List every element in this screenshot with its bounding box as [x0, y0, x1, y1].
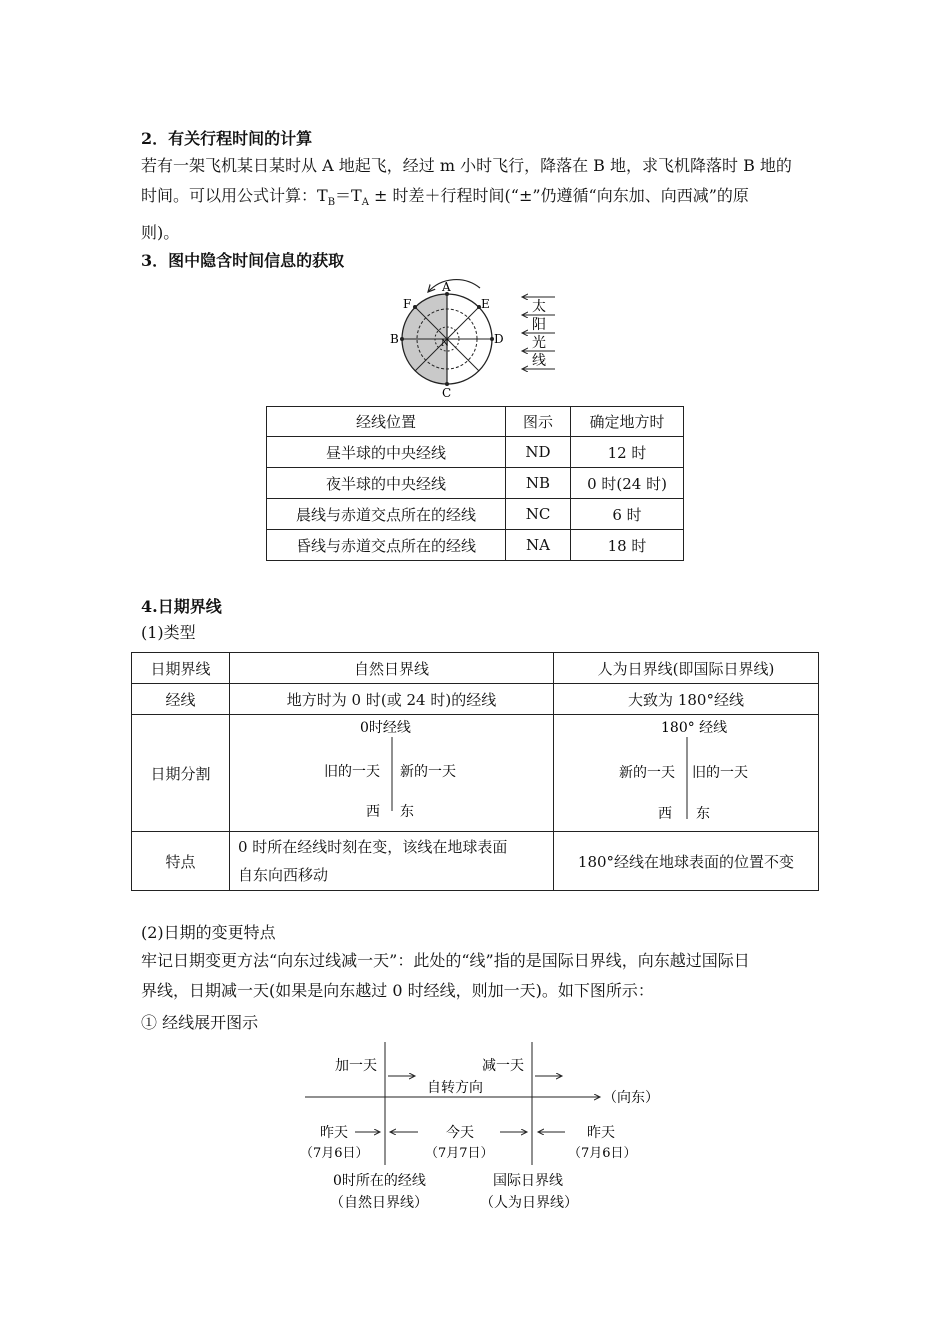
table-header: 日期界线 — [132, 653, 230, 684]
sunlight-char-3: 光 — [532, 335, 546, 351]
table-cell: 180°经线在地球表面的位置不变 — [554, 832, 819, 891]
section-4-sub2: (2)日期的变更特点 — [141, 923, 276, 942]
section-2-heading: 2．有关行程时间的计算 — [141, 129, 313, 148]
meridian-180-label: 180° 经线 — [661, 720, 728, 736]
table-cell — [230, 832, 554, 891]
table-cell: 昏线与赤道交点所在的经线 — [267, 530, 506, 561]
table-header: 经线位置 — [267, 407, 506, 437]
label-A: A — [442, 280, 451, 294]
old-day-label: 旧的一天 — [324, 764, 380, 780]
table-header: 确定地方时 — [571, 407, 684, 437]
zero-meridian-label: 0时经线 — [360, 720, 411, 736]
table-cell: NA — [506, 530, 571, 561]
feature-text-line: 0 时所在经线时刻在变，该线在地球表面 — [238, 838, 508, 856]
section-2-line-1: 若有一架飞机某日某时从 A 地起飞，经过 m 小时飞行，降落在 B 地，求飞机降落时 B 地的 — [141, 156, 792, 175]
yesterday-label: 昨天 — [320, 1125, 348, 1141]
sunlight-char-4: 线 — [532, 353, 546, 369]
sunlight-char-2: 阳 — [532, 317, 546, 333]
table-row — [132, 715, 819, 832]
meridian-time-table — [266, 406, 684, 561]
table-row — [132, 832, 819, 891]
old-day-label: 旧的一天 — [692, 765, 748, 781]
label-D: D — [494, 332, 504, 346]
natural-line-label: （自然日界线） — [330, 1195, 428, 1211]
rotation-arrow — [428, 280, 480, 292]
new-day-label: 新的一天 — [400, 764, 456, 780]
natural-split-diagram — [230, 715, 553, 831]
table-cell: 晨线与赤道交点所在的经线 — [267, 499, 506, 530]
date-label: （7月6日） — [568, 1146, 637, 1161]
table-cell: NC — [506, 499, 571, 530]
table-cell: NB — [506, 468, 571, 499]
section-2-paragraph — [141, 151, 841, 248]
paragraph-line: 牢记日期变更方法“向东过线减一天”：此处的“线”指的是国际日界线，向东越过国际日 — [141, 951, 750, 970]
section-4-sub1: (1)类型 — [141, 623, 196, 642]
new-day-label: 新的一天 — [619, 765, 675, 781]
artificial-line-label: （人为日界线） — [480, 1195, 578, 1211]
section-2-line-2: 时间。可以用公式计算：$T_B=T_A$ ± 时差＋行程时间(“±”仍遵循“向东加、向西减”的原 — [141, 186, 749, 209]
figure-caption: ① 经线展开图示 — [141, 1013, 259, 1032]
label-N: N — [441, 339, 449, 349]
meridian-unfold-diagram — [300, 1040, 670, 1220]
table-row — [267, 468, 684, 499]
date-label: （7月6日） — [300, 1146, 369, 1161]
natural-date-split-cell — [230, 715, 554, 832]
yesterday-label: 昨天 — [587, 1125, 615, 1141]
table-cell: 12 时 — [571, 437, 684, 468]
label-F: F — [403, 297, 412, 311]
label-B: B — [390, 332, 399, 346]
today-label: 今天 — [446, 1125, 474, 1141]
table-cell: ND — [506, 437, 571, 468]
table-cell: 昼半球的中央经线 — [267, 437, 506, 468]
section-4-heading: 4.日期界线 — [141, 597, 222, 616]
sunlight-char-1: 太 — [532, 299, 546, 315]
east-label: （向东） — [603, 1090, 659, 1106]
west-label: 西 — [366, 804, 380, 820]
table-cell: 6 时 — [571, 499, 684, 530]
sub-day-label: 减一天 — [482, 1058, 524, 1074]
label-E: E — [481, 297, 490, 311]
table-row — [267, 499, 684, 530]
table-cell: 夜半球的中央经线 — [267, 468, 506, 499]
idl-label: 国际日界线 — [493, 1173, 563, 1189]
table-header: 图示 — [506, 407, 571, 437]
rotation-label: 自转方向 — [427, 1080, 483, 1096]
intl-date-split-cell — [554, 715, 819, 832]
paragraph-line: 界线，日期减一天(如果是向东越过 0 时经线，则加一天)。如下图所示： — [141, 981, 654, 1000]
table-header: 人为日界线(即国际日界线) — [554, 653, 819, 684]
intl-split-diagram — [554, 715, 818, 831]
table-header: 自然日界线 — [230, 653, 554, 684]
east-label: 东 — [696, 806, 710, 822]
zero-line-label: 0时所在的经线 — [333, 1173, 426, 1189]
table-cell: 大致为 180°经线 — [554, 684, 819, 715]
west-label: 西 — [658, 806, 672, 822]
table-row — [132, 684, 819, 715]
date-label: （7月7日） — [425, 1146, 494, 1161]
earth-polar-diagram — [380, 278, 580, 402]
table-cell: 18 时 — [571, 530, 684, 561]
table-cell: 特点 — [132, 832, 230, 891]
section-3-heading: 3．图中隐含时间信息的获取 — [141, 251, 345, 270]
section-2-line-3: 则)。 — [141, 223, 180, 243]
table-cell: 0 时(24 时) — [571, 468, 684, 499]
east-label: 东 — [400, 804, 414, 820]
table-cell: 经线 — [132, 684, 230, 715]
feature-text-line: 自东向西移动 — [238, 866, 329, 884]
add-day-label: 加一天 — [335, 1058, 377, 1074]
table-cell: 地方时为 0 时(或 24 时)的经线 — [230, 684, 554, 715]
label-C: C — [442, 386, 452, 400]
section-4-paragraph — [141, 946, 841, 1006]
table-row — [267, 437, 684, 468]
date-line-table — [131, 652, 819, 891]
table-cell: 日期分割 — [132, 715, 230, 832]
table-row — [267, 530, 684, 561]
